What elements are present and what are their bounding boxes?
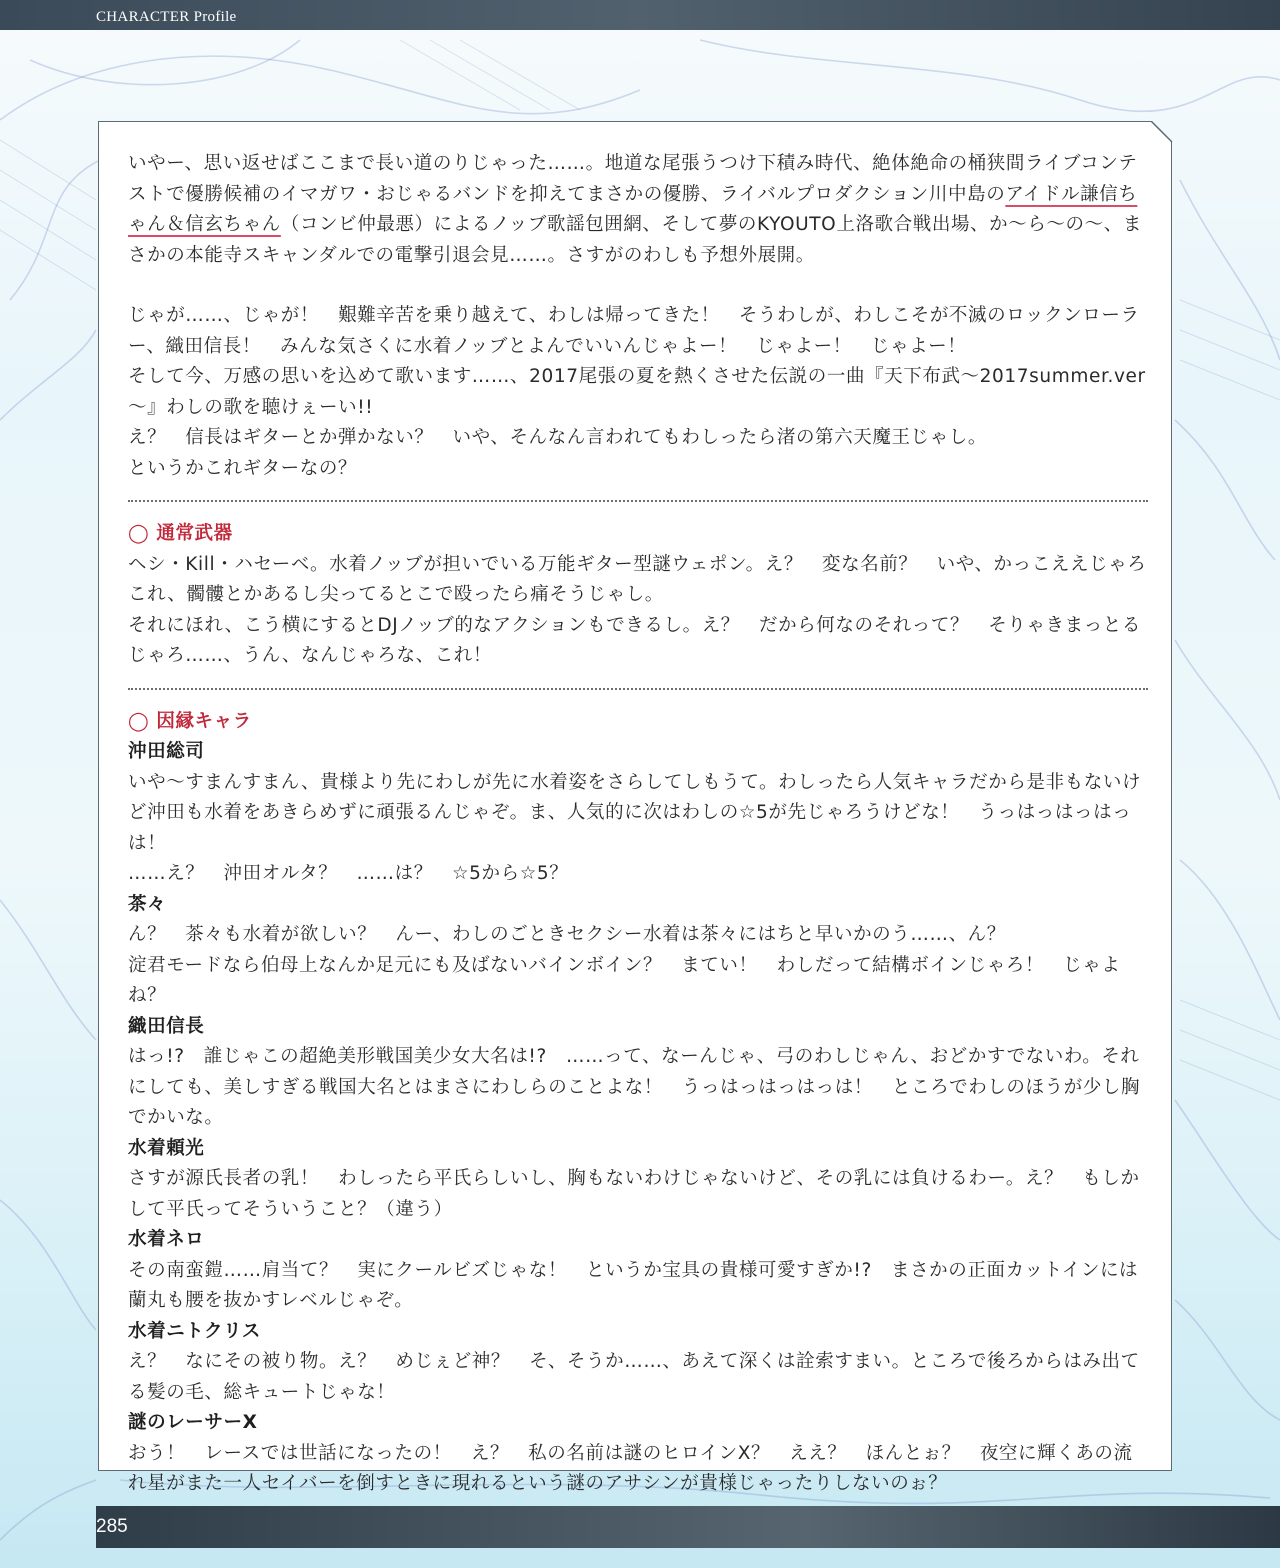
character-comment: ん？ 茶々も水着が欲しい？ んー、わしのごときセクシー水着は茶々にはちと早いかのう……、ん？ bbox=[128, 924, 1006, 945]
character-name: 沖田総司 bbox=[128, 741, 205, 762]
dotted-divider bbox=[128, 500, 1148, 502]
weapon-text: ヘシ・Kill・ハセーベ。水着ノッブが担いでいる万能ギター型謎ウェポン。え？ 変な名前？ いや、かっこええじゃろこれ、髑髏とかあるし尖ってるとこで殴ったら痛そうじゃし。 bbox=[128, 553, 1147, 605]
character-name: 謎のレーサーX bbox=[128, 1412, 258, 1433]
page-number: 285 bbox=[96, 1516, 128, 1537]
question-line: というかこれギターなの？ bbox=[128, 457, 358, 479]
character-comment: 淀君モードなら伯母上なんか足元にも及ばないバインボイン？ まてい！ わしだって結構ボインじゃろ！ じゃよね？ bbox=[128, 954, 1121, 1006]
dotted-divider bbox=[128, 688, 1148, 690]
character-comment: いや～すまんすまん、貴様より先にわしが先に水着姿をさらしてしもうて。わしったら人気キャラだから是非もないけど沖田も水着をあきらめずに頑張るんじゃぞ。ま、人気的に次はわしの☆5が先じゃろうけどな！ うっはっはっはっは！ bbox=[128, 771, 1142, 854]
bottom-footer-bar bbox=[96, 1506, 1280, 1548]
character-name: 水着頼光 bbox=[128, 1137, 205, 1159]
weapon-text: それにほれ、こう横にするとDJノッブ的なアクションもできるし。え？ だから何なのそれって？ そりゃきまっとるじゃろ……、うん、なんじゃろな、これ！ bbox=[128, 614, 1141, 666]
character-comment: さすが源氏長者の乳！ わしったら平氏らしいし、胸もないわけじゃないけど、その乳には負けるわー。え？ もしかして平氏ってそういうこと？（違う） bbox=[128, 1168, 1140, 1220]
weapon-heading: ◯ 通常武器 bbox=[128, 523, 233, 544]
character-comment: はっ!? 誰じゃこの超絶美形戦国美少女大名は!? ……って、なーんじゃ、弓のわしじゃん、おどかすでないわ。それにしても、美しすぎる戦国大名とはまさにわしらのことよな！ うっはっはっはっは！ ところでわしのほうが少し胸でかいな。 bbox=[128, 1046, 1141, 1128]
relations-heading: ◯ 因縁キャラ bbox=[128, 710, 252, 732]
character-comment: え？ なにその被り物。え？ めじぇど神？ そ、そうか……、あえて深くは詮索すまい。ところで後ろからはみ出てる髪の毛、総キュートじゃな！ bbox=[128, 1351, 1140, 1403]
guitar-line: え？ 信長はギターとか弾かない？ いや、そんなん言われてもわしったら渚の第六天魔王じゃし。 bbox=[128, 427, 987, 448]
underlined-phrase: アイドル謙信ちゃん＆信玄ちゃん bbox=[128, 183, 1138, 235]
profile-content bbox=[128, 149, 1148, 1500]
character-comment: おう！ レースでは世話になったの！ え？ 私の名前は謎のヒロインX？ ええ？ ほんとぉ？ 夜空に輝くあの流れ星がまた一人セイバーを倒すときに現れるという謎のアサシンが貴様じゃったりしないのぉ？ bbox=[128, 1442, 1133, 1494]
character-name: 水着ネロ bbox=[128, 1229, 205, 1250]
character-comment: ……え？ 沖田オルタ？ ……は？ ☆5から☆5？ bbox=[128, 863, 569, 884]
comeback-line: じゃが……、じゃが！ 艱難辛苦を乗り越えて、わしは帰ってきた！ そうわしが、わしこそが不滅のロックンローラー、織田信長！ みんな気さくに水着ノッブとよんでいいんじゃよー！ じゃよー！ じゃよー！ bbox=[128, 305, 1140, 357]
character-name: 織田信長 bbox=[128, 1015, 205, 1037]
character-name: 茶々 bbox=[128, 893, 167, 915]
song-line: そして今、万感の思いを込めて歌います……、2017尾張の夏を熱くさせた伝説の一曲『天下布武～2017summer.ver～』わしの歌を聴けぇーい!! bbox=[128, 366, 1146, 418]
character-comment: その南蛮鎧……肩当て？ 実にクールビズじゃな！ というか宝具の貴様可愛すぎか!? まさかの正面カットインには蘭丸も腰を抜かすレベルじゃぞ。 bbox=[128, 1259, 1139, 1311]
character-name: 水着ニトクリス bbox=[128, 1320, 261, 1342]
intro-text-part-1: いやー、思い返せばここまで長い道のりじゃった……。地道な尾張うつけ下積み時代、絶体絶命の桶狭間ライブコンテストで優勝候補のイマガワ・おじゃるバンドを抑えてまさかの優勝、ライバルプロダクション川中島の bbox=[128, 153, 1138, 205]
intro-text-part-2: （コンビ仲最悪）によるノッブ歌謡包囲網、そして夢のKYOUTO上洛歌合戦出場、か～ら～の～、まさかの本能寺スキャンダルでの電撃引退会見……。さすがのわしも予想外展開。 bbox=[128, 214, 1142, 266]
section-label: CHARACTER Profile bbox=[96, 9, 237, 25]
intro-paragraph bbox=[128, 149, 1148, 271]
